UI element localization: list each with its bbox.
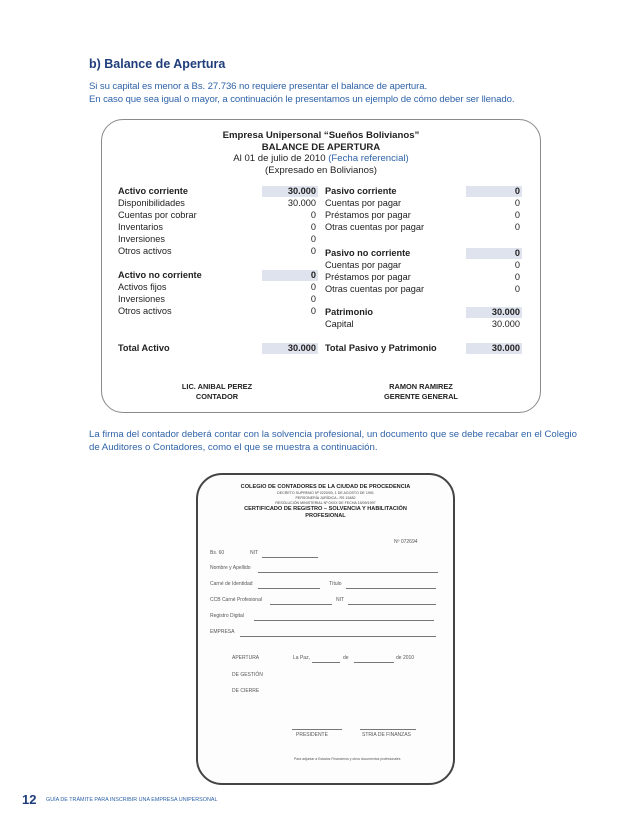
pasivo-item-row: Préstamos por pagar 0 — [325, 272, 520, 282]
balance-title: BALANCE DE APERTURA — [261, 141, 381, 153]
cert-line — [270, 604, 332, 605]
activo-item-row: Disponibilidades 30.000 — [118, 198, 316, 208]
cert-ccb: CCB Carné Profesional — [210, 597, 262, 603]
activo-item-row: Cuentas por cobrar 0 — [118, 210, 316, 220]
cert-line — [346, 588, 436, 589]
pasivo-item-row: Cuentas por pagar 0 — [325, 260, 520, 270]
cert-line — [254, 620, 434, 621]
balance-date: Al 01 de julio de 2010 (Fecha referencial) — [233, 153, 409, 165]
company-name: Empresa Unipersonal “Sueños Bolivianos” — [222, 130, 420, 141]
activo-corriente-row: Activo corriente 30.000 — [118, 186, 316, 196]
cert-cierre: DE CIERRE — [232, 688, 260, 694]
cert-line — [258, 572, 438, 573]
cert-nombre: Nombre y Apellido — [210, 565, 251, 571]
activo-item-row: Inventarios 0 — [118, 222, 316, 232]
cert-signature-line — [292, 729, 342, 730]
cert-presidente: PRESIDENTE — [296, 732, 328, 738]
cert-nit-2: NIT — [336, 597, 345, 603]
intro-line-2: En caso que sea igual o mayor, a continuación le presentamos un ejemplo de cómo deber ser llenado. — [89, 93, 515, 105]
patrimonio-row: Patrimonio 30.000 — [325, 307, 520, 317]
signature-contador: LIC. ANIBAL PEREZ CONTADOR — [181, 382, 253, 401]
cert-de: de — [343, 655, 349, 661]
cert-signature-line — [360, 729, 416, 730]
cert-number: Nº 072694 — [394, 539, 418, 545]
activo-item-row: Otros activos 0 — [118, 306, 316, 316]
cert-registro: Registro Digital — [210, 613, 244, 619]
signature-note: La firma del contador deberá contar con la solvencia profesional, un documento que se debe recabar en el Colegio de Auditores o Contadores, como el que se muestra a continuación. — [89, 429, 577, 453]
cert-nit: NIT — [250, 550, 259, 556]
cert-empresa: EMPRESA — [210, 629, 235, 635]
cert-footer: Para adjuntar a Estados Financieros y otros documentos profesionales — [294, 757, 401, 761]
currency-note: (Expresado en Bolivianos) — [265, 164, 377, 176]
cert-apertura: APERTURA — [232, 655, 260, 661]
cert-line — [312, 662, 340, 663]
activo-item-row: Inversiones 0 — [118, 294, 316, 304]
total-activo-row: Total Activo 30.000 — [118, 343, 316, 353]
balance-header — [102, 130, 540, 176]
activo-item-row: Otros activos 0 — [118, 246, 316, 256]
cert-bs: Bs. 60 — [210, 550, 225, 556]
cert-lugar: La Paz, — [293, 655, 310, 661]
cert-line — [262, 557, 318, 558]
cert-line — [240, 636, 436, 637]
certificate-image — [196, 473, 455, 785]
intro-text — [89, 81, 514, 106]
cert-year: de 2010 — [396, 655, 415, 661]
pasivo-corriente-row: Pasivo corriente 0 — [325, 186, 520, 196]
pasivo-item-row: Cuentas por pagar 0 — [325, 198, 520, 208]
cert-titulo: Título — [329, 581, 342, 587]
intro-line-1: Si su capital es menor a Bs. 27.736 no requiere presentar el balance de apertura. — [89, 81, 428, 92]
pasivo-no-corriente-row: Pasivo no corriente 0 — [325, 248, 520, 258]
cert-finanzas: STRIA DE FINANZAS — [362, 732, 411, 738]
cert-line — [258, 588, 320, 589]
section-title: b) Balance de Apertura — [89, 57, 226, 71]
page-number: 12 — [22, 792, 37, 807]
activo-item-row: Activos fijos 0 — [118, 282, 316, 292]
cert-line — [354, 662, 394, 663]
cert-line — [348, 604, 436, 605]
footer-text: GUÍA DE TRÁMITE PARA INSCRIBIR UNA EMPRESA UNIPERSONAL — [46, 797, 218, 803]
activo-item-row: Inversiones 0 — [118, 234, 316, 244]
cert-gestion: DE GESTIÓN — [232, 672, 263, 678]
pasivo-item-row: Otras cuentas por pagar 0 — [325, 284, 520, 294]
signature-gerente: RAMON RAMIREZ GERENTE GENERAL — [384, 382, 458, 401]
pasivo-item-row: Otras cuentas por pagar 0 — [325, 222, 520, 232]
pasivo-item-row: Préstamos por pagar 0 — [325, 210, 520, 220]
activo-no-corriente-row: Activo no corriente 0 — [118, 270, 316, 280]
balance-sheet-box — [101, 119, 541, 413]
cert-carnet: Carné de Identidad — [210, 581, 253, 587]
cert-header: COLEGIO DE CONTADORES DE LA CIUDAD DE PROCEDENCIA DECRETO SUPREMO Nº 0220/00, 1 DE AGOSTO DE 1991 PERSONERÍA JURÍDICA - RS 15482 RESOLUCIÓN MINISTERIAL Nº 0XXX DE FECHA 15/09/1997 CERTIFICADO DE REGISTRO – SOLVENCIA Y HABILITACIÓN PROFESIONAL — [240, 484, 411, 520]
capital-row: Capital 30.000 — [325, 319, 520, 329]
total-pasivo-patrimonio-row: Total Pasivo y Patrimonio 30.000 — [325, 343, 520, 353]
